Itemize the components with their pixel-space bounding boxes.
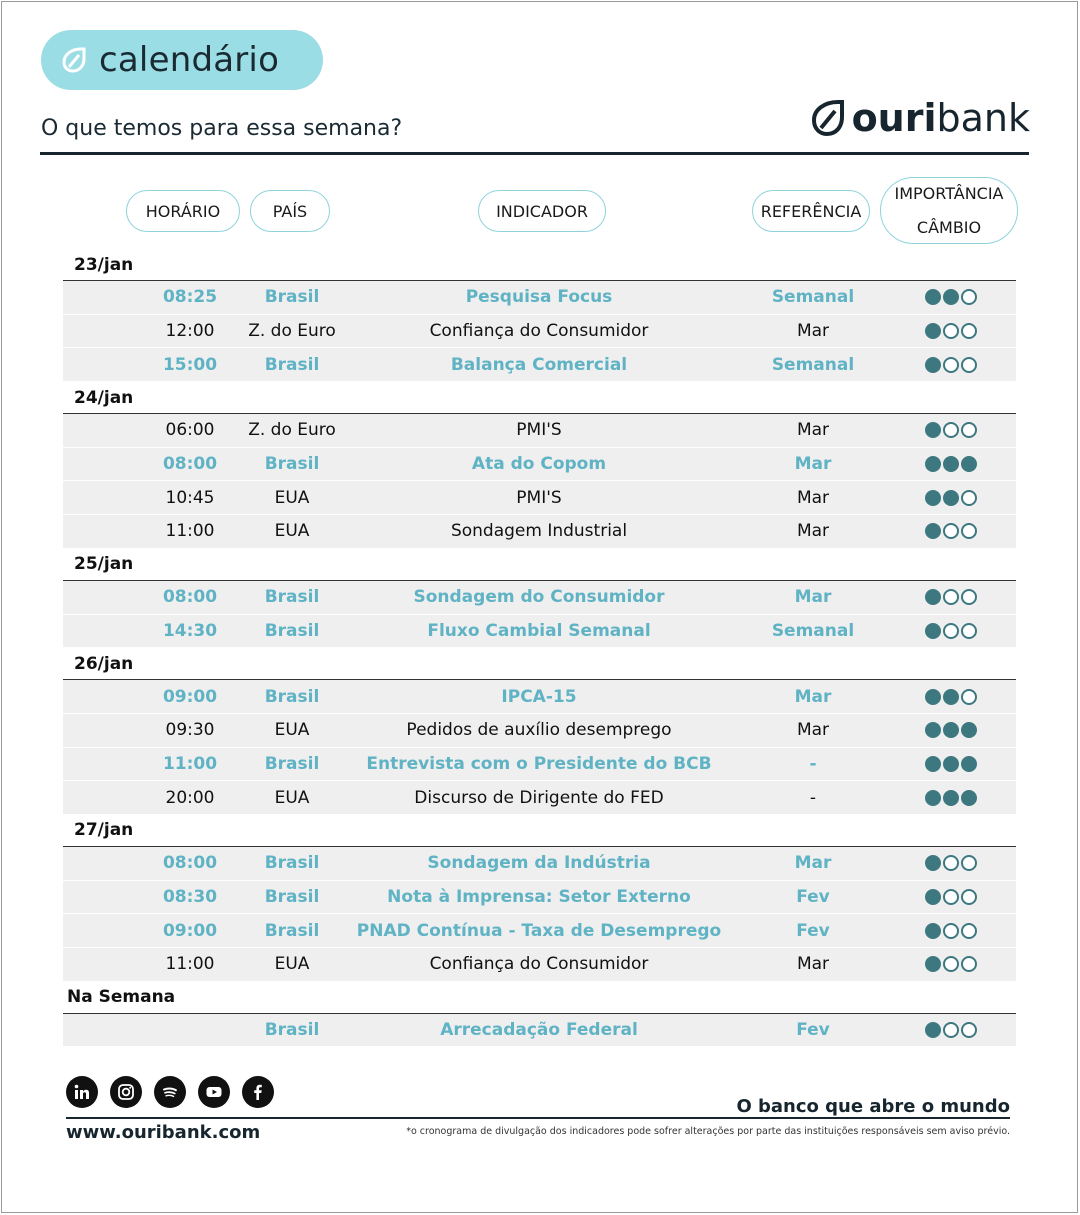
- time-cell: 11:00: [162, 753, 218, 774]
- importance-dot-filled: [961, 722, 977, 738]
- date-group-title: 25/jan: [63, 549, 1016, 581]
- spotify-icon[interactable]: [154, 1076, 186, 1108]
- table-row: [63, 748, 1016, 782]
- table-row: [63, 448, 1016, 482]
- importance-dot-filled: [925, 889, 941, 905]
- indicator-cell: Pedidos de auxílio desemprego: [406, 720, 672, 741]
- indicator-cell: Balança Comercial: [450, 354, 628, 375]
- time-cell: 12:00: [165, 321, 215, 342]
- importance-dot-filled: [925, 323, 941, 339]
- importance-dot-filled: [925, 689, 941, 705]
- importance-dot-empty: [943, 923, 959, 939]
- country-cell: EUA: [274, 954, 310, 975]
- importance-dot-filled: [925, 956, 941, 972]
- column-header-importancia-line1: IMPORTÂNCIA: [894, 183, 1004, 203]
- indicator-cell: PNAD Contínua - Taxa de Desemprego: [356, 920, 722, 941]
- importance-dot-empty: [961, 422, 977, 438]
- country-cell: EUA: [274, 720, 310, 741]
- importance-dot-empty: [943, 855, 959, 871]
- importance-dot-empty: [943, 523, 959, 539]
- indicator-cell: Arrecadação Federal: [440, 1020, 638, 1041]
- importance-dot-empty: [943, 323, 959, 339]
- importance-dot-filled: [925, 490, 941, 506]
- footer-divider: [66, 1117, 1010, 1119]
- importance-rating: [925, 790, 977, 806]
- importance-rating: [925, 490, 977, 506]
- country-cell: Brasil: [264, 287, 320, 308]
- importance-rating: [925, 623, 977, 639]
- indicator-cell: PMI'S: [516, 420, 562, 441]
- page-subtitle: O que temos para essa semana?: [41, 116, 403, 141]
- reference-cell: Mar: [794, 587, 832, 608]
- importance-dot-empty: [961, 923, 977, 939]
- country-cell: EUA: [274, 487, 310, 508]
- country-cell: Brasil: [264, 853, 320, 874]
- table-row: [63, 847, 1016, 881]
- time-cell: 08:00: [162, 853, 218, 874]
- table-row: [63, 315, 1016, 349]
- ouribank-logo: [810, 96, 1030, 140]
- reference-cell: Mar: [796, 420, 830, 441]
- importance-rating: [925, 1022, 977, 1038]
- date-group-title: 26/jan: [63, 648, 1016, 680]
- country-cell: Brasil: [264, 354, 320, 375]
- table-row: [63, 914, 1016, 948]
- country-cell: Z. do Euro: [248, 420, 336, 441]
- reference-cell: Semanal: [771, 354, 855, 375]
- instagram-icon[interactable]: [110, 1076, 142, 1108]
- table-row: [63, 615, 1016, 649]
- reference-cell: Mar: [796, 720, 830, 741]
- date-group-title: 24/jan: [63, 382, 1016, 414]
- country-cell: EUA: [274, 787, 310, 808]
- importance-dot-filled: [925, 589, 941, 605]
- importance-dot-filled: [925, 357, 941, 373]
- importance-dot-filled: [943, 790, 959, 806]
- brand-name-light: bank: [936, 96, 1030, 140]
- reference-cell: Mar: [796, 487, 830, 508]
- importance-dot-filled: [925, 289, 941, 305]
- column-header-pais: PAÍS: [250, 190, 330, 232]
- table-row: [63, 714, 1016, 748]
- importance-rating: [925, 357, 977, 373]
- country-cell: Brasil: [264, 886, 320, 907]
- importance-dot-empty: [943, 889, 959, 905]
- importance-dot-empty: [943, 422, 959, 438]
- importance-dot-empty: [961, 623, 977, 639]
- importance-dot-filled: [961, 456, 977, 472]
- time-cell: 11:00: [165, 954, 215, 975]
- time-cell: 11:00: [165, 521, 215, 542]
- reference-cell: Mar: [796, 321, 830, 342]
- importance-dot-empty: [961, 357, 977, 373]
- time-cell: 08:30: [162, 886, 218, 907]
- reference-cell: Mar: [794, 853, 832, 874]
- country-cell: Brasil: [264, 686, 320, 707]
- leaf-icon: [59, 45, 89, 75]
- table-row: [63, 948, 1016, 982]
- importance-dot-filled: [925, 756, 941, 772]
- reference-cell: Mar: [794, 454, 832, 475]
- importance-rating: [925, 756, 977, 772]
- indicator-cell: IPCA-15: [501, 686, 577, 707]
- indicator-cell: Nota à Imprensa: Setor Externo: [387, 886, 691, 907]
- date-group-title: 23/jan: [63, 249, 1016, 281]
- importance-rating: [925, 689, 977, 705]
- calendar-title-pill: [41, 30, 323, 90]
- importance-dot-filled: [925, 790, 941, 806]
- country-cell: EUA: [274, 521, 310, 542]
- reference-cell: -: [809, 787, 817, 808]
- reference-cell: Fev: [796, 920, 830, 941]
- column-header-horario: HORÁRIO: [126, 190, 240, 232]
- table-row: [63, 515, 1016, 549]
- indicator-cell: Confiança do Consumidor: [429, 954, 649, 975]
- importance-dot-filled: [961, 756, 977, 772]
- time-cell: 08:25: [162, 287, 218, 308]
- column-header-importancia: [880, 177, 1018, 244]
- country-cell: Brasil: [264, 620, 320, 641]
- importance-dot-filled: [943, 756, 959, 772]
- importance-dot-empty: [961, 855, 977, 871]
- time-cell: 10:45: [165, 487, 215, 508]
- table-row: [63, 881, 1016, 915]
- importance-dot-filled: [925, 722, 941, 738]
- importance-rating: [925, 855, 977, 871]
- table-row: [63, 781, 1016, 815]
- table-row: [63, 581, 1016, 615]
- indicator-cell: Ata do Copom: [471, 454, 607, 475]
- importance-dot-empty: [943, 1022, 959, 1038]
- indicator-cell: Sondagem Industrial: [450, 521, 628, 542]
- reference-cell: Semanal: [771, 287, 855, 308]
- reference-cell: Fev: [796, 1020, 830, 1041]
- importance-rating: [925, 589, 977, 605]
- time-cell: 08:00: [162, 587, 218, 608]
- table-row: [63, 414, 1016, 448]
- importance-dot-empty: [943, 589, 959, 605]
- table-row: [63, 680, 1016, 714]
- importance-dot-filled: [943, 289, 959, 305]
- date-group-title: Na Semana: [63, 982, 1016, 1014]
- time-cell: 09:00: [162, 920, 218, 941]
- indicator-cell: PMI'S: [516, 487, 562, 508]
- time-cell: 20:00: [165, 787, 215, 808]
- importance-dot-empty: [961, 323, 977, 339]
- reference-cell: Mar: [796, 521, 830, 542]
- time-cell: 09:30: [165, 720, 215, 741]
- reference-cell: Mar: [794, 686, 832, 707]
- country-cell: Brasil: [264, 753, 320, 774]
- importance-dot-filled: [943, 456, 959, 472]
- importance-dot-filled: [925, 855, 941, 871]
- time-cell: 09:00: [162, 686, 218, 707]
- reference-cell: Mar: [796, 954, 830, 975]
- importance-rating: [925, 889, 977, 905]
- column-header-importancia-line2: CÂMBIO: [916, 217, 982, 237]
- importance-dot-empty: [961, 289, 977, 305]
- importance-rating: [925, 923, 977, 939]
- time-cell: 08:00: [162, 454, 218, 475]
- indicator-cell: Sondagem do Consumidor: [413, 587, 665, 608]
- importance-dot-empty: [943, 956, 959, 972]
- importance-dot-empty: [961, 589, 977, 605]
- importance-dot-empty: [961, 1022, 977, 1038]
- country-cell: Brasil: [264, 454, 320, 475]
- facebook-icon[interactable]: [242, 1076, 274, 1108]
- importance-dot-filled: [925, 623, 941, 639]
- disclaimer-note: *o cronograma de divulgação dos indicadores pode sofrer alterações por parte das instituições responsáveis sem aviso prévio.: [406, 1126, 1010, 1137]
- ouribank-leaf-icon: [810, 98, 846, 138]
- time-cell: 15:00: [162, 354, 218, 375]
- table-row: [63, 281, 1016, 315]
- importance-dot-empty: [961, 490, 977, 506]
- website-link[interactable]: www.ouribank.com: [66, 1122, 261, 1143]
- country-cell: Brasil: [264, 920, 320, 941]
- brand-name-bold: ouri: [851, 96, 937, 140]
- table-row: [63, 348, 1016, 382]
- reference-cell: Fev: [796, 886, 830, 907]
- importance-dot-filled: [925, 923, 941, 939]
- reference-cell: Semanal: [771, 620, 855, 641]
- indicator-cell: Sondagem da Indústria: [427, 853, 651, 874]
- importance-dot-empty: [961, 523, 977, 539]
- importance-rating: [925, 323, 977, 339]
- importance-dot-filled: [943, 689, 959, 705]
- indicator-cell: Discurso de Dirigente do FED: [414, 787, 664, 808]
- importance-rating: [925, 722, 977, 738]
- date-group-title: 27/jan: [63, 815, 1016, 847]
- column-header-indicador: INDICADOR: [478, 190, 606, 232]
- country-cell: Brasil: [264, 587, 320, 608]
- time-cell: 14:30: [162, 620, 218, 641]
- linkedin-icon[interactable]: [66, 1076, 98, 1108]
- column-header-referencia: REFERÊNCIA: [752, 190, 870, 232]
- importance-rating: [925, 289, 977, 305]
- importance-dot-empty: [943, 357, 959, 373]
- indicator-cell: Pesquisa Focus: [465, 287, 613, 308]
- youtube-icon[interactable]: [198, 1076, 230, 1108]
- time-cell: 06:00: [165, 420, 215, 441]
- social-icons: [66, 1076, 274, 1108]
- importance-rating: [925, 422, 977, 438]
- importance-dot-filled: [925, 422, 941, 438]
- importance-rating: [925, 956, 977, 972]
- importance-dot-empty: [961, 689, 977, 705]
- importance-rating: [925, 523, 977, 539]
- country-cell: Brasil: [264, 1020, 320, 1041]
- importance-dot-filled: [943, 722, 959, 738]
- country-cell: Z. do Euro: [248, 321, 336, 342]
- page-title: calendário: [99, 40, 280, 80]
- importance-dot-filled: [925, 456, 941, 472]
- importance-rating: [925, 456, 977, 472]
- header-divider: [40, 152, 1029, 155]
- table-row: [63, 1014, 1016, 1048]
- indicator-cell: Entrevista com o Presidente do BCB: [366, 753, 712, 774]
- importance-dot-empty: [943, 623, 959, 639]
- importance-dot-filled: [925, 523, 941, 539]
- importance-dot-filled: [961, 790, 977, 806]
- importance-dot-empty: [961, 889, 977, 905]
- importance-dot-empty: [961, 956, 977, 972]
- table-row: [63, 481, 1016, 515]
- reference-cell: -: [809, 753, 817, 774]
- brand-motto: O banco que abre o mundo: [736, 1096, 1010, 1117]
- calendar-table: [63, 249, 1016, 1047]
- indicator-cell: Confiança do Consumidor: [429, 321, 649, 342]
- indicator-cell: Fluxo Cambial Semanal: [427, 620, 651, 641]
- importance-dot-filled: [943, 490, 959, 506]
- importance-dot-filled: [925, 1022, 941, 1038]
